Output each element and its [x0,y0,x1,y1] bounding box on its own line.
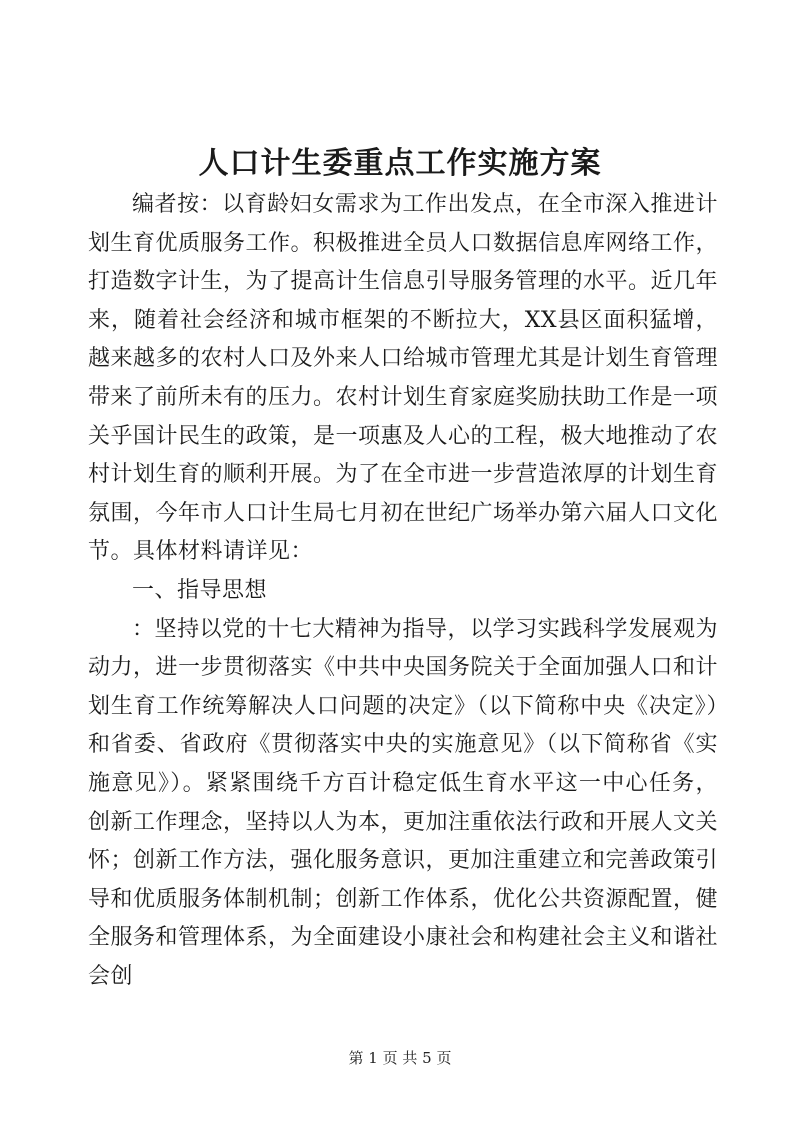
section-paragraph-guiding-thought: ：坚持以党的十七大精神为指导，以学习实践科学发展观为动力，进一步贯彻落实《中共中央国务院关于全面加强人口和计划生育工作统筹解决人口问题的决定》（以下简称中央《决定》）和省委、省政府《贯彻落实中央的实施意见》（以下简称省《实施意见》）。紧紧围绕千方百计稳定低生育水平这一中心任务，创新工作理念，坚持以人为本，更加注重依法行政和开展人文关怀；创新工作方法，强化服务意识，更加注重建立和完善政策引导和优质服务体制机制；创新工作体系，优化公共资源配置，健全服务和管理体系，为全面建设小康社会和构建社会主义和谐社会创 [88,616,719,989]
page-number-label: 第 1 页 共 5 页 [348,1049,452,1067]
document-title: 人口计生委重点工作实施方案 [198,146,602,181]
page-footer [0,1047,800,1068]
intro-paragraph: 编者按：以育龄妇女需求为工作出发点，在全市深入推进计划生育优质服务工作。积极推进全员人口数据信息库网络工作，打造数字计生，为了提高计生信息引导服务管理的水平。近几年来，随着社会经济和城市框架的不断拉大，XX县区面积猛增，越来越多的农村人口及外来人口给城市管理尤其是计划生育管理带来了前所未有的压力。农村计划生育家庭奖励扶助工作是一项关乎国计民生的政策，是一项惠及人心的工程，极大地推动了农村计划生育的顺利开展。为了在全市进一步营造浓厚的计划生育氛围，今年市人口计生局七月初在世纪广场举办第六届人口文化节。具体材料请详见： [88,192,719,565]
section-heading-guiding-thought: 一、指导思想 [132,577,268,603]
document-body [88,186,718,996]
